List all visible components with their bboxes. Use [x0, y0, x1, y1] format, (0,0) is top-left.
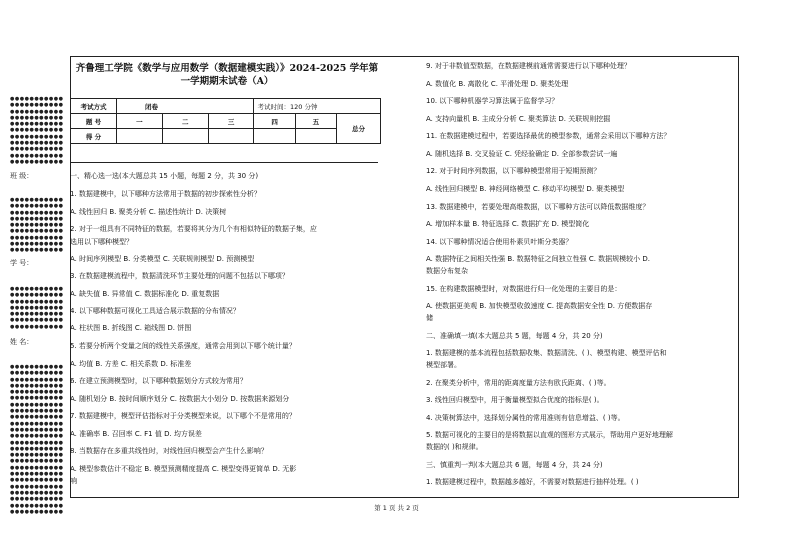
- exam-mode-value: 闭卷: [117, 99, 254, 114]
- question-text-cont: 模型部署。: [426, 361, 461, 369]
- exam-title: [72, 62, 382, 88]
- exam-time: 考试时间：120 分钟: [254, 99, 381, 114]
- question-text: 15. 在构建数据模型时，对数据进行归一化处理的主要目的是：: [426, 285, 622, 293]
- question-text: 4. 决策树算法中，选择划分属性的常用准则有信息增益、( )等。: [426, 414, 625, 422]
- score-cell-1: [117, 129, 163, 144]
- question-text-cont: 数据的( )和规律。: [426, 443, 483, 451]
- question-text: 3. 线性回归模型中，用于衡量模型拟合优度的指标是( )。: [426, 396, 604, 404]
- question-text: 10. 以下哪种机器学习算法属于监督学习？: [426, 97, 559, 105]
- question-text: 2. 对于一组具有不同特征的数据，若要将其分为几个有相似特征的数据子集，应: [70, 225, 317, 233]
- total-label: 总分: [337, 114, 381, 144]
- question-text: 1. 数据建模过程中，数据越多越好，不需要对数据进行抽样处理。( ): [426, 478, 639, 486]
- question-options: A. 随机划分 B. 按时间顺序划分 C. 按数据大小划分 D. 按数据来源划分: [70, 395, 290, 403]
- question-options: A. 缺失值 B. 异常值 C. 数据标准化 D. 重复数据: [70, 290, 220, 298]
- question-options: A. 柱状图 B. 折线图 C. 箱线图 D. 饼图: [70, 324, 192, 332]
- question-options: A. 数据特征之间相关性强 B. 数据特征之间独立性强 C. 数据规模较小 D.: [426, 255, 650, 263]
- score-table: [70, 98, 381, 144]
- part-5: 五: [295, 114, 336, 129]
- question-options: A. 增加样本量 B. 特征选择 C. 数据扩充 D. 模型简化: [426, 220, 590, 228]
- exam-title-line1: 齐鲁理工学院《数学与应用数学（数据建模实践）》2024-2025 学年第: [75, 63, 379, 74]
- question-text: 14. 以下哪种情况适合使用朴素贝叶斯分类器？: [426, 238, 573, 246]
- question-text: 2. 在聚类分析中，常用的距离度量方法有欧氏距离、( )等。: [426, 379, 611, 387]
- question-text: 选用以下哪种模型？: [70, 238, 133, 246]
- binding-dots-3: ●●●●●●●●●●● ●●●●●●●●●●● ●●●●●●●●●●● ●●●●●●●●●●● ●●●●●●●●●●● ●●●●●●●●●●● ●●●●●●●●●●●: [10, 286, 64, 330]
- binding-dots-2: ●●●●●●●●●●● ●●●●●●●●●●● ●●●●●●●●●●● ●●●●●●●●●●● ●●●●●●●●●●● ●●●●●●●●●●● ●●●●●●●●●●● ●●●●●●●●●●● ●●●●●●●●●●●: [10, 197, 64, 254]
- question-text: 1. 数据建模中，以下哪种方法常用于数据的初步探索性分析？: [70, 190, 261, 198]
- question-text: 6. 在建立预测模型时，以下哪种数据划分方式较为常用？: [70, 377, 247, 385]
- score-label: 得 分: [71, 129, 117, 144]
- question-options: A. 准确率 B. 召回率 C. F1 值 D. 均方误差: [70, 430, 202, 438]
- question-options: A. 时间序列模型 B. 分类模型 C. 关联规则模型 D. 预测模型: [70, 255, 255, 263]
- question-text: 5. 数据可视化的主要目的是将数据以直观的图形方式展示，帮助用户更好地理解: [426, 431, 673, 439]
- section-3-heading: 三、慎重判一判(本大题总共 6 题，每题 4 分，共 24 分): [426, 461, 603, 469]
- exam-title-line2: 一学期期末试卷（A）: [180, 76, 274, 87]
- score-cell-5: [295, 129, 336, 144]
- question-text: 4. 以下哪种数据可视化工具适合展示数据的分布情况？: [70, 307, 240, 315]
- question-options: A. 支持向量机 B. 主成分分析 C. 聚类算法 D. 关联规则挖掘: [426, 115, 611, 123]
- student-id-label: 学 号：: [10, 259, 34, 267]
- question-options: A. 线性回归模型 B. 神经网络模型 C. 移动平均模型 D. 聚类模型: [426, 185, 625, 193]
- part-1: 一: [117, 114, 163, 129]
- score-cell-4: [254, 129, 295, 144]
- question-text: 11. 在数据建模过程中，若要选择最优的模型参数，通常会采用以下哪种方法？: [426, 132, 671, 140]
- question-text: 8. 当数据存在多重共线性时，对线性回归模型会产生什么影响？: [70, 447, 268, 455]
- part-2: 二: [162, 114, 208, 129]
- question-options: A. 模型参数估计不稳定 B. 模型预测精度提高 C. 模型变得更简单 D. 无影: [70, 465, 297, 473]
- question-text: 9. 对于非数值型数据，在数据建模前通常需要进行以下哪种处理？: [426, 62, 631, 70]
- part-4: 四: [254, 114, 295, 129]
- exam-mode-label: 考试方式: [71, 99, 117, 114]
- score-cell-3: [208, 129, 254, 144]
- question-options: A. 随机选择 B. 交叉验证 C. 凭经验确定 D. 全部参数尝试一遍: [426, 150, 618, 158]
- question-options: A. 均值 B. 方差 C. 相关系数 D. 标准差: [70, 360, 192, 368]
- question-text: 13. 数据建模中，若要处理高维数据，以下哪种方法可以降低数据维度？: [426, 203, 650, 211]
- part-3: 三: [208, 114, 254, 129]
- question-options: A. 线性回归 B. 聚类分析 C. 描述性统计 D. 决策树: [70, 208, 227, 216]
- question-options-cont: 响: [70, 477, 77, 485]
- question-no-label: 题 号: [71, 114, 117, 129]
- question-options-cont: 数据分布复杂: [426, 267, 468, 275]
- page-number: 第 1 页 共 2 页: [374, 504, 419, 512]
- name-label: 姓 名：: [10, 338, 34, 346]
- binding-dots-top: ●●●●●●●●●●● ●●●●●●●●●●● ●●●●●●●●●●● ●●●●●●●●●●● ●●●●●●●●●●● ●●●●●●●●●●● ●●●●●●●●●●● ●●●●●●●●●●● ●●●●●●●●●●● ●●●●●●●●●●● ●●●●●●●●●●●: [10, 96, 64, 165]
- question-options-cont: 储: [426, 314, 433, 322]
- binding-dots-bottom: ●●●●●●●●●●● ●●●●●●●●●●● ●●●●●●●●●●● ●●●●●●●●●●● ●●●●●●●●●●● ●●●●●●●●●●● ●●●●●●●●●●● ●●●●●●●●●●● ●●●●●●●●●●● ●●●●●●●●●●● ●●●●●●●●●●● ●●●●●●●●●●● ●●●●●●●●●●● ●●●●●●●●●●● ●●●●●●●●●●● ●●●●●●●●●●● ●●●●●●●●●●● ●●●●●●●●●●● ●●●●●●●●●●● ●●●●●●●●●●● ●●●●●●●●●●● ●●●●●●●●●●● ●●●●●●●●●●● ●●●●●●●●●●●: [10, 364, 64, 515]
- question-text: 3. 在数据建模流程中，数据清洗环节主要处理的问题不包括以下哪项？: [70, 272, 289, 280]
- question-text: 5. 若要分析两个变量之间的线性关系强度，通常会用到以下哪个统计量？: [70, 342, 296, 350]
- question-text: 12. 对于时间序列数据，以下哪种模型常用于短期预测？: [426, 167, 601, 175]
- divider-line: [70, 162, 378, 163]
- class-label: 班 级：: [10, 172, 34, 180]
- section-1-heading: 一、精心选一选(本大题总共 15 小题，每题 2 分，共 30 分): [70, 172, 259, 180]
- question-options: A. 数值化 B. 离散化 C. 平滑处理 D. 聚类处理: [426, 80, 569, 88]
- score-cell-2: [162, 129, 208, 144]
- question-text: 7. 数据建模中，模型评估指标对于分类模型来说，以下哪个不是常用的？: [70, 412, 296, 420]
- question-options: A. 使数据更美观 B. 加快模型收敛速度 C. 提高数据安全性 D. 方便数据存: [426, 302, 653, 310]
- section-2-heading: 二、准确填一填(本大题总共 5 题，每题 4 分，共 20 分): [426, 332, 603, 340]
- question-text: 1. 数据建模的基本流程包括数据收集、数据清洗、( )、模型构建、模型评估和: [426, 349, 667, 357]
